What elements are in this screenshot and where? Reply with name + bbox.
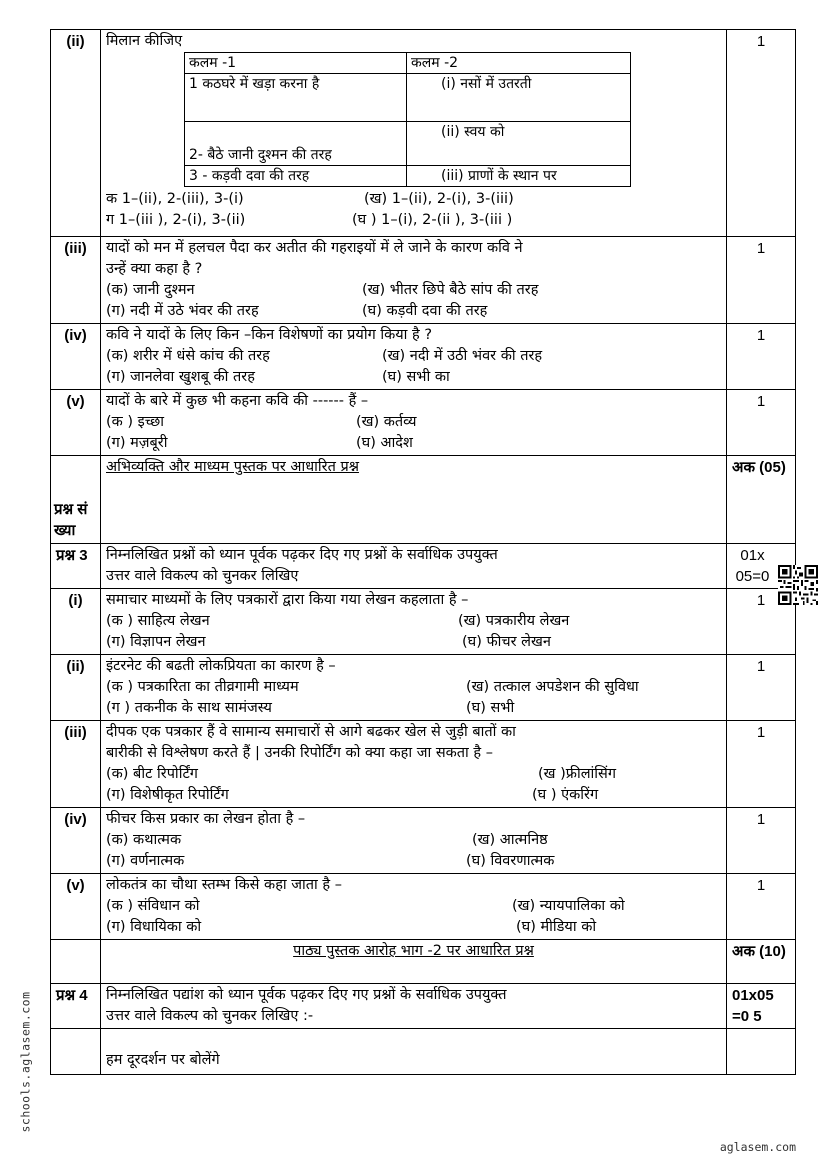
- question-number: (v): [51, 874, 101, 940]
- question-number: (i): [51, 589, 101, 655]
- question-text: यादों के बारे में कुछ भी कहना कवि की ------ हैं –: [106, 393, 369, 409]
- question-body: [101, 589, 727, 655]
- question-text: निम्नलिखित पद्यांश को ध्यान पूर्वक पढ़कर दिए गए प्रश्नों के सर्वाधिक उपयुक्त: [106, 987, 507, 1003]
- option-c: (ग) मज़बूरी: [106, 435, 168, 451]
- question-row: [51, 544, 796, 589]
- question-text: उत्तर वाले विकल्प को चुनकर लिखिए: [106, 568, 299, 584]
- question-text: उत्तर वाले विकल्प को चुनकर लिखिए :-: [106, 1008, 314, 1024]
- option-b: (ख) पत्रकारीय लेखन: [458, 613, 570, 629]
- match-right-1: (i) नसों में उतरती: [407, 74, 631, 122]
- question-text: कवि ने यादों के लिए किन –किन विशेषणों का प्रयोग किया है ?: [106, 327, 433, 343]
- option-c: (ग) वर्णनात्मक: [106, 853, 185, 869]
- marks: 1: [727, 324, 796, 390]
- option-c: (ग) विशेषीकृत रिपोर्टिंग: [106, 787, 229, 803]
- option-c: (ग) नदी में उठे भंवर की तरह: [106, 303, 259, 319]
- question-text: समाचार माध्यमों के लिए पत्रकारों द्वारा किया गया लेखन कहलाता है –: [106, 592, 469, 608]
- match-col1-header: कलम -1: [185, 53, 407, 74]
- match-col2-header: कलम -2: [407, 53, 631, 74]
- question-row: [51, 30, 796, 237]
- question-row: [51, 390, 796, 456]
- marks: 1: [727, 655, 796, 721]
- question-body: [101, 655, 727, 721]
- option-a: (क) बीट रिपोर्टिंग: [106, 766, 198, 782]
- match-table: [184, 52, 631, 187]
- option-c: (ग) विधायिका को: [106, 919, 202, 935]
- question-body: [101, 237, 727, 324]
- match-left-2: 2- बैठे जानी दुश्मन की तरह: [185, 122, 407, 166]
- marks: 01x05 =0 5: [727, 984, 796, 1029]
- option-c: (ग) विज्ञापन लेखन: [106, 634, 206, 650]
- question-text: मिलान कीजिए: [106, 33, 183, 49]
- match-left-1: 1 कठघरे में खड़ा करना है: [185, 74, 407, 122]
- marks: 1: [727, 30, 796, 237]
- section-title: पाठ्य पुस्तक आरोह भाग -2 पर आधारित प्रश्न: [101, 940, 727, 984]
- option-d: (घ ) एंकरिंग: [532, 787, 599, 803]
- question-body: [101, 808, 727, 874]
- option-c: (ग) जानलेवा खुशबू की तरह: [106, 369, 255, 385]
- option-d: (घ) सभी: [466, 700, 515, 716]
- option-a: (क ) साहित्य लेखन: [106, 613, 210, 629]
- option-d: (घ) मीडिया को: [516, 919, 597, 935]
- option-c: (ग ) तकनीक के साथ सामंजस्य: [106, 700, 272, 716]
- marks: 1: [727, 237, 796, 324]
- option-b: (ख) न्यायपालिका को: [512, 898, 625, 914]
- question-number-label: प्रश्न सं ख्या: [51, 456, 101, 544]
- question-row: [51, 655, 796, 721]
- option-a: क 1–(ii), 2-(iii), 3-(i): [106, 191, 244, 207]
- question-text: यादों को मन में हलचल पैदा कर अतीत की गहराइयों में ले जाने के कारण कवि ने: [106, 240, 523, 256]
- option-a: (क ) संविधान को: [106, 898, 200, 914]
- option-a: (क) जानी दुश्मन: [106, 282, 195, 298]
- option-a: (क) शरीर में धंसे कांच की तरह: [106, 348, 270, 364]
- question-text: लोकतंत्र का चौथा स्तम्भ किसे कहा जाता है –: [106, 877, 342, 893]
- option-a: (क ) इच्छा: [106, 414, 165, 430]
- question-body: [101, 984, 727, 1029]
- option-c: ग 1–(iii ), 2-(i), 3-(ii): [106, 212, 246, 228]
- option-d: (घ ) 1–(i), 2-(ii ), 3-(iii ): [352, 212, 513, 228]
- side-watermark: schools.aglasem.com: [18, 991, 33, 1133]
- section-header-row: [51, 456, 796, 544]
- question-number: प्रश्न 3: [51, 544, 101, 589]
- option-b: (ख )फ्रीलांसिंग: [538, 766, 617, 782]
- marks: 01x 05=0: [727, 544, 796, 589]
- question-text: बारीकी से विश्लेषण करते हैं | उनकी रिपोर्टिंग को क्या कहा जा सकता है –: [106, 745, 493, 761]
- match-right-2: (ii) स्वय को: [407, 122, 631, 166]
- question-number: (iv): [51, 324, 101, 390]
- footer-watermark: aglasem.com: [719, 1140, 796, 1154]
- question-body: [101, 324, 727, 390]
- question-text: दीपक एक पत्रकार हैं वे सामान्य समाचारों से आगे बढकर खेल से जुड़ी बातों का: [106, 724, 516, 740]
- question-body: [101, 390, 727, 456]
- option-d: (घ) फीचर लेखन: [462, 634, 551, 650]
- section-title: अभिव्यक्ति और माध्यम पुस्तक पर आधारित प्रश्न: [101, 456, 727, 544]
- question-text: उन्हें क्या कहा है ?: [106, 261, 203, 277]
- question-number: (ii): [51, 30, 101, 237]
- question-body: [101, 721, 727, 808]
- question-number: (iii): [51, 721, 101, 808]
- marks: 1: [727, 589, 796, 655]
- question-text: फीचर किस प्रकार का लेखन होता है –: [106, 811, 306, 827]
- option-b: (ख) नदी में उठी भंवर की तरह: [382, 348, 543, 364]
- option-a: (क ) पत्रकारिता का तीव्रगामी माध्यम: [106, 679, 299, 695]
- question-number: प्रश्न 4: [51, 984, 101, 1029]
- question-table: [50, 29, 796, 1075]
- question-text: इंटरनेट की बढती लोकप्रियता का कारण है –: [106, 658, 336, 674]
- question-row: [51, 984, 796, 1029]
- option-a: (क) कथात्मक: [106, 832, 182, 848]
- option-b: (ख) तत्काल अपडेशन की सुविधा: [466, 679, 639, 695]
- option-b: (ख) भीतर छिपे बैठे सांप की तरह: [362, 282, 539, 298]
- option-d: (घ) विवरणात्मक: [466, 853, 555, 869]
- option-b: (ख) 1–(ii), 2-(i), 3-(iii): [364, 191, 514, 207]
- question-row: [51, 808, 796, 874]
- section-header-row: [51, 940, 796, 984]
- section-marks: अक (10): [727, 940, 796, 984]
- question-number: (iii): [51, 237, 101, 324]
- question-number: (v): [51, 390, 101, 456]
- poem-line: हम दूरदर्शन पर बोलेंगे: [101, 1029, 727, 1075]
- marks: 1: [727, 721, 796, 808]
- question-number: (ii): [51, 655, 101, 721]
- option-d: (घ) कड़वी दवा की तरह: [362, 303, 488, 319]
- match-left-3: 3 - कड़वी दवा की तरह: [185, 166, 407, 187]
- question-row: [51, 721, 796, 808]
- option-d: (घ) सभी का: [382, 369, 450, 385]
- question-row: [51, 874, 796, 940]
- marks: 1: [727, 390, 796, 456]
- question-body: [101, 30, 727, 237]
- poem-row: [51, 1029, 796, 1075]
- qr-code-icon: [778, 565, 818, 605]
- question-number: (iv): [51, 808, 101, 874]
- question-text: निम्नलिखित प्रश्नों को ध्यान पूर्वक पढ़कर दिए गए प्रश्नों के सर्वाधिक उपयुक्त: [106, 547, 498, 563]
- question-row: [51, 324, 796, 390]
- question-row: [51, 589, 796, 655]
- question-body: [101, 874, 727, 940]
- question-row: [51, 237, 796, 324]
- option-b: (ख) कर्तव्य: [356, 414, 417, 430]
- option-b: (ख) आत्मनिष्ठ: [472, 832, 548, 848]
- marks: 1: [727, 808, 796, 874]
- section-marks: अक (05): [727, 456, 796, 544]
- match-right-3: (iii) प्राणों के स्थान पर: [407, 166, 631, 187]
- option-d: (घ) आदेश: [356, 435, 413, 451]
- question-body: [101, 544, 727, 589]
- marks: 1: [727, 874, 796, 940]
